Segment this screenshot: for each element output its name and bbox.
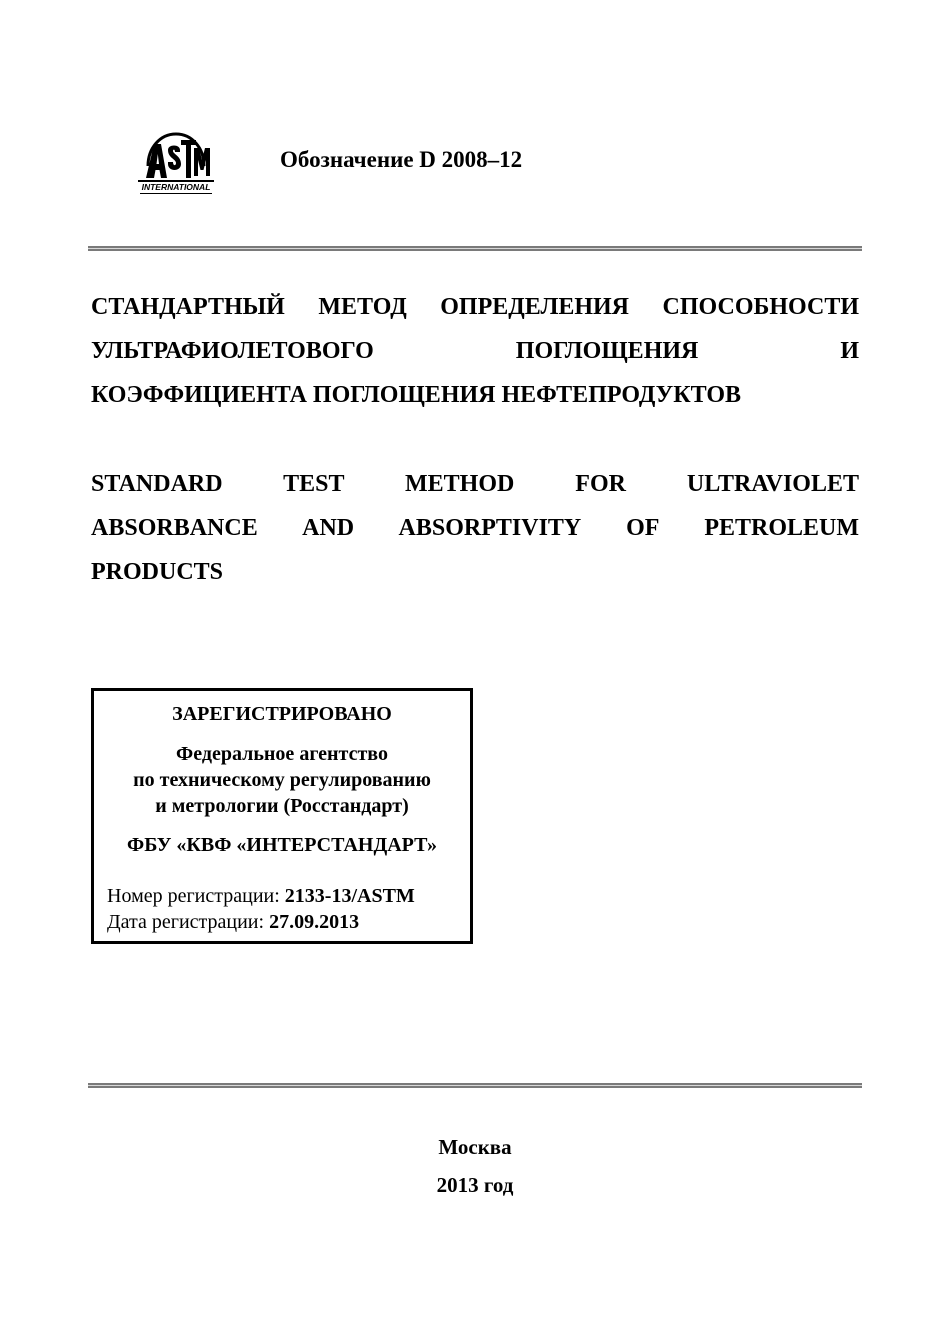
- registration-stamp: [91, 688, 473, 944]
- russian-title-line-3: КОЭФФИЦИЕНТА ПОГЛОЩЕНИЯ НЕФТЕПРОДУКТОВ: [91, 382, 742, 408]
- registration-date-label: Дата регистрации:: [107, 911, 265, 933]
- russian-title-line-2: УЛЬТРАФИОЛЕТОВОГО ПОГЛОЩЕНИЯ И: [91, 338, 859, 364]
- agency-line-3: и метрологии (Росстандарт): [155, 795, 409, 817]
- english-title-line-3: PRODUCTS: [91, 559, 224, 585]
- registration-number-row: [107, 883, 415, 909]
- top-divider: [88, 246, 862, 251]
- registration-number-value: 2133-13/ASTM: [284, 885, 415, 907]
- publication-year: 2013 год: [436, 1173, 514, 1197]
- bottom-divider: [88, 1083, 862, 1088]
- russian-title-line-1: СТАНДАРТНЫЙ МЕТОД ОПРЕДЕЛЕНИЯ СПОСОБНОСТИ: [91, 294, 859, 320]
- english-title: [91, 462, 859, 594]
- agency-line-1: Федеральное агентство: [176, 743, 388, 765]
- astm-international-logo: [134, 126, 218, 198]
- registration-date-row: [107, 909, 359, 935]
- english-title-line-1: STANDARD TEST METHOD FOR ULTRAVIOLET: [91, 471, 859, 497]
- registration-number-label: Номер регистрации:: [107, 885, 280, 907]
- logo-subtitle: INTERNATIONAL: [141, 182, 211, 192]
- standard-designation: Обозначение D 2008–12: [280, 147, 523, 172]
- registration-date-value: 27.09.2013: [269, 911, 360, 933]
- registration-organization: ФБУ «КВФ «ИНТЕРСТАНДАРТ»: [127, 834, 437, 856]
- english-title-line-2: ABSORBANCE AND ABSORPTIVITY OF PETROLEUM: [91, 515, 859, 541]
- registration-agency: [94, 741, 470, 819]
- russian-title: [91, 285, 859, 417]
- publication-city: Москва: [438, 1135, 512, 1159]
- agency-line-2: по техническому регулированию: [133, 769, 431, 791]
- registration-heading: ЗАРЕГИСТРИРОВАНО: [172, 703, 392, 725]
